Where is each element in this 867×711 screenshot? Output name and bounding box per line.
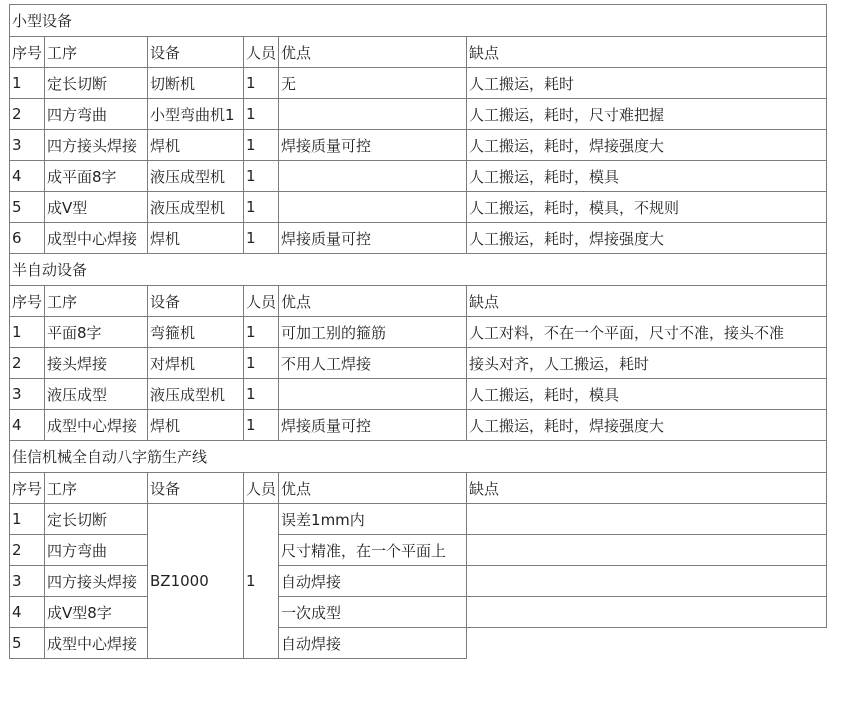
section-title-row — [10, 441, 827, 473]
cell-process: 定长切断 — [45, 68, 148, 99]
cell-cons: 人工搬运，耗时 — [467, 68, 827, 99]
cell-index: 2 — [10, 99, 45, 130]
cell-staff: 1 — [244, 161, 279, 192]
cell-cons: 人工搬运，耗时，焊接强度大 — [467, 410, 827, 441]
cell-index: 5 — [10, 628, 45, 659]
cell-pros: 误差1mm内 — [279, 504, 467, 535]
cell-cons: 人工搬运，耗时，焊接强度大 — [467, 130, 827, 161]
header-pros: 优点 — [279, 473, 467, 504]
header-equipment: 设备 — [148, 37, 244, 68]
cell-index: 3 — [10, 130, 45, 161]
cell-equipment: 小型弯曲机1 — [148, 99, 244, 130]
cell-staff: 1 — [244, 379, 279, 410]
cell-process: 接头焊接 — [45, 348, 148, 379]
cell-equipment: 焊机 — [148, 130, 244, 161]
cell-equipment: 弯箍机 — [148, 317, 244, 348]
section-title: 小型设备 — [10, 5, 827, 37]
cell-process: 平面8字 — [45, 317, 148, 348]
table-row — [10, 68, 827, 99]
cell-equipment: 液压成型机 — [148, 192, 244, 223]
cell-staff: 1 — [244, 348, 279, 379]
header-process: 工序 — [45, 37, 148, 68]
table-row — [10, 410, 827, 441]
header-pros: 优点 — [279, 37, 467, 68]
cell-pros — [279, 192, 467, 223]
cell-staff-merged: 1 — [244, 504, 279, 659]
comparison-table — [9, 4, 827, 659]
table-row — [10, 504, 827, 535]
cell-equipment: 液压成型机 — [148, 161, 244, 192]
table-row — [10, 192, 827, 223]
cell-staff: 1 — [244, 68, 279, 99]
cell-pros: 焊接质量可控 — [279, 223, 467, 254]
cell-staff: 1 — [244, 317, 279, 348]
cell-process: 成V型 — [45, 192, 148, 223]
table-row — [10, 130, 827, 161]
cell-pros: 一次成型 — [279, 597, 467, 628]
table-row — [10, 379, 827, 410]
cell-staff: 1 — [244, 130, 279, 161]
cell-process: 成V型8字 — [45, 597, 148, 628]
section-title: 半自动设备 — [10, 254, 827, 286]
header-index: 序号 — [10, 286, 45, 317]
table-row — [10, 566, 827, 597]
cell-equipment-merged: BZ1000 — [148, 504, 244, 659]
cell-index: 1 — [10, 317, 45, 348]
cell-cons: 人工搬运，耗时，尺寸难把握 — [467, 99, 827, 130]
cell-process: 四方弯曲 — [45, 99, 148, 130]
header-equipment: 设备 — [148, 473, 244, 504]
cell-index: 4 — [10, 161, 45, 192]
cell-equipment: 焊机 — [148, 223, 244, 254]
header-cons: 缺点 — [467, 473, 827, 504]
cell-pros: 可加工别的箍筋 — [279, 317, 467, 348]
table-row — [10, 628, 827, 659]
cell-cons — [467, 535, 827, 566]
cell-pros — [279, 99, 467, 130]
cell-process: 成型中心焊接 — [45, 223, 148, 254]
cell-cons: 人工搬运，耗时，模具 — [467, 161, 827, 192]
cell-index: 1 — [10, 504, 45, 535]
cell-staff: 1 — [244, 192, 279, 223]
header-cons: 缺点 — [467, 37, 827, 68]
header-pros: 优点 — [279, 286, 467, 317]
cell-equipment: 液压成型机 — [148, 379, 244, 410]
cell-equipment: 切断机 — [148, 68, 244, 99]
cell-pros: 尺寸精准，在一个平面上 — [279, 535, 467, 566]
cell-pros: 无 — [279, 68, 467, 99]
cell-pros: 自动焊接 — [279, 566, 467, 597]
header-index: 序号 — [10, 37, 45, 68]
header-row — [10, 286, 827, 317]
cell-pros: 自动焊接 — [279, 628, 467, 659]
header-equipment: 设备 — [148, 286, 244, 317]
cell-cons: 人工搬运，耗时，焊接强度大 — [467, 223, 827, 254]
header-cons: 缺点 — [467, 286, 827, 317]
cell-process: 液压成型 — [45, 379, 148, 410]
cell-process: 定长切断 — [45, 504, 148, 535]
table-row — [10, 99, 827, 130]
cell-pros — [279, 379, 467, 410]
header-process: 工序 — [45, 473, 148, 504]
cell-equipment: 对焊机 — [148, 348, 244, 379]
cell-cons: 人工搬运，耗时，模具 — [467, 379, 827, 410]
cell-index: 3 — [10, 566, 45, 597]
cell-index: 1 — [10, 68, 45, 99]
section-title-row — [10, 254, 827, 286]
table-row — [10, 161, 827, 192]
section-title: 佳信机械全自动八字筋生产线 — [10, 441, 827, 473]
header-staff: 人员 — [244, 473, 279, 504]
table-row — [10, 223, 827, 254]
cell-cons — [467, 597, 827, 628]
cell-pros — [279, 161, 467, 192]
cell-staff: 1 — [244, 223, 279, 254]
cell-equipment: 焊机 — [148, 410, 244, 441]
cell-index: 5 — [10, 192, 45, 223]
header-row — [10, 37, 827, 68]
cell-pros: 不用人工焊接 — [279, 348, 467, 379]
cell-process: 成型中心焊接 — [45, 628, 148, 659]
cell-process: 四方接头焊接 — [45, 566, 148, 597]
cell-index: 4 — [10, 597, 45, 628]
cell-index: 2 — [10, 348, 45, 379]
cell-process: 成平面8字 — [45, 161, 148, 192]
cell-staff: 1 — [244, 410, 279, 441]
cell-index: 4 — [10, 410, 45, 441]
table-row — [10, 348, 827, 379]
cell-pros: 焊接质量可控 — [279, 410, 467, 441]
cell-index: 6 — [10, 223, 45, 254]
header-staff: 人员 — [244, 37, 279, 68]
cell-process: 四方弯曲 — [45, 535, 148, 566]
cell-process: 成型中心焊接 — [45, 410, 148, 441]
cell-pros: 焊接质量可控 — [279, 130, 467, 161]
cell-cons: 人工搬运，耗时，模具，不规则 — [467, 192, 827, 223]
cell-index: 2 — [10, 535, 45, 566]
cell-empty — [467, 628, 827, 659]
header-staff: 人员 — [244, 286, 279, 317]
cell-process: 四方接头焊接 — [45, 130, 148, 161]
cell-cons — [467, 566, 827, 597]
header-process: 工序 — [45, 286, 148, 317]
cell-index: 3 — [10, 379, 45, 410]
cell-staff: 1 — [244, 99, 279, 130]
table-row — [10, 317, 827, 348]
header-index: 序号 — [10, 473, 45, 504]
header-row — [10, 473, 827, 504]
cell-cons: 接头对齐，人工搬运，耗时 — [467, 348, 827, 379]
table-row — [10, 597, 827, 628]
table-row — [10, 535, 827, 566]
cell-cons — [467, 504, 827, 535]
section-title-row — [10, 5, 827, 37]
cell-cons: 人工对料，不在一个平面，尺寸不准，接头不准 — [467, 317, 827, 348]
